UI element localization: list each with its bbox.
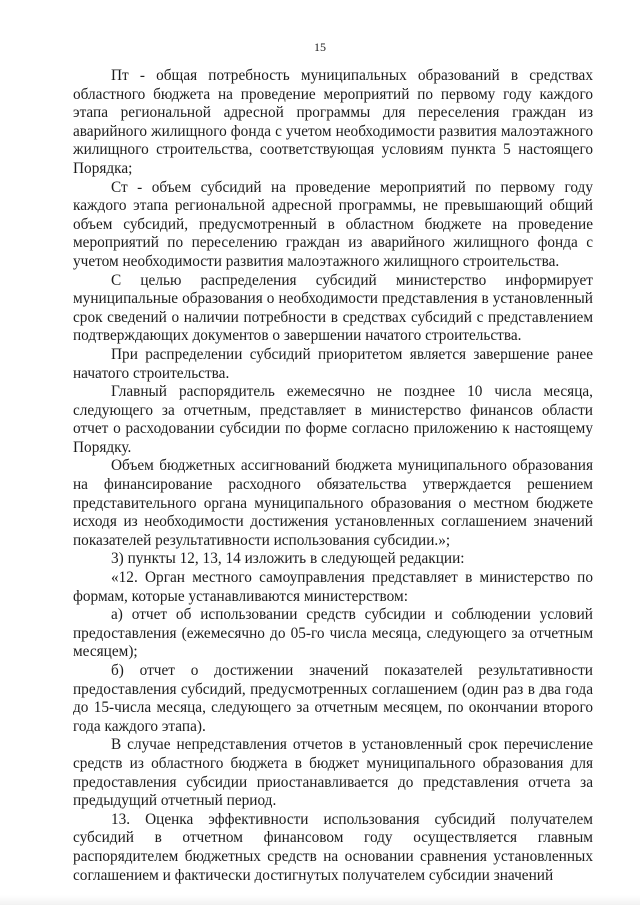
paragraph-item-12b: б) отчет о достижении значений показателей результативности предоставления субсидий, предусмотренных соглашением (один раз в два года до 15-числа месяца, следующего за отчетным месяцем, по окончании второго года каждого этапа). bbox=[73, 662, 593, 735]
page-bottom-edge bbox=[0, 895, 640, 905]
page-number: 15 bbox=[314, 40, 326, 54]
paragraph-budget-allocations: Объем бюджетных ассигнований бюджета муниципального образования на финансирование расходного обязательства утверждается решением представительного органа муниципального образования о местном бюджете исходя из необходимости достижения установленных соглашением значений показателей результативности использования субсидии.»; bbox=[73, 457, 593, 549]
paragraph-item-13: 13. Оценка эффективности использования субсидий получателем субсидий в отчетном финансовом году осуществляется главным распорядителем бюджетных средств на основании сравнения установленных соглашением и фактически достигнутых получателем субсидии значений bbox=[73, 810, 593, 884]
paragraph-item-12a: а) отчет об использовании средств субсидии и соблюдении условий предоставления (ежемесячно до 05-го числа месяца, следующего за отчетным месяцем); bbox=[73, 606, 593, 661]
document-body bbox=[73, 67, 593, 885]
paragraph-monthly-report: Главный распорядитель ежемесячно не позднее 10 числа месяца, следующего за отчетным, представляет в министерство финансов области отчет о расходовании субсидии по форме согласно приложению к настоящему Порядку. bbox=[73, 383, 593, 456]
paragraph-amendment-items: 3) пункты 12, 13, 14 изложить в следующей редакции: bbox=[111, 550, 465, 568]
paragraph-item-12: «12. Орган местного самоуправления представляет в министерство по формам, которые устанавливаются министерством: bbox=[73, 569, 593, 605]
paragraph-st-definition: Ст - объем субсидий на проведение мероприятий по первому году каждого этапа региональной адресной программы, не превышающий общий объем субсидий, предусмотренный в областном бюджете на проведение мероприятий по переселению граждан из аварийного жилищного фонда с учетом необходимости развития малоэтажного жилищного строительства. bbox=[73, 178, 593, 270]
paragraph-pt-definition: Пт - общая потребность муниципальных образований в средствах областного бюджета на проведение мероприятий по первому году каждого этапа региональной адресной программы для переселения граждан из аварийного жилищного фонда с учетом необходимости развития малоэтажного жилищного строительства, соответствующая условиям пункта 5 настоящего Порядка; bbox=[73, 67, 593, 177]
paragraph-priority: При распределении субсидий приоритетом является завершение ранее начатого строительства. bbox=[73, 345, 593, 382]
paragraph-ministry-informs: С целью распределения субсидий министерство информирует муниципальные образования о необходимости представления в установленный срок сведений о наличии потребности в средствах субсидий с представлением подтверждающих документов о завершении начатого строительства. bbox=[73, 271, 593, 345]
paragraph-nonsubmission: В случае непредставления отчетов в установленный срок перечисление средств из областного бюджета в бюджет муниципального образования для предоставления субсидии приостанавливается до представления отчета за предыдущий отчетный период. bbox=[73, 736, 593, 810]
